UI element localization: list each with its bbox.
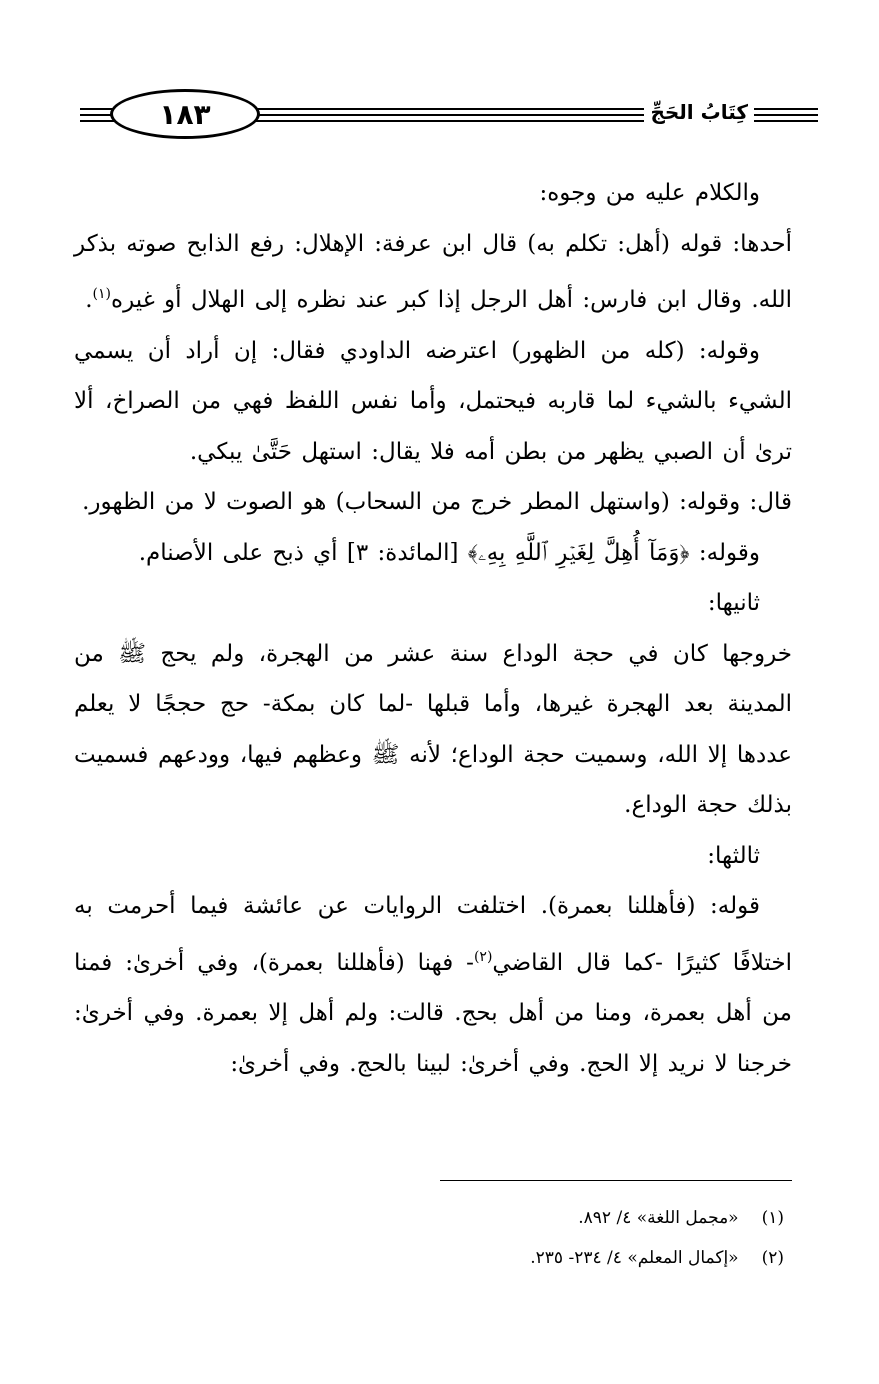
footnote-number: (١) [761, 1208, 784, 1228]
section-heading: ثالثها: [707, 842, 760, 869]
paragraph: أحدها: قوله (أهل: تكلم به) قال ابن عرفة: الإهلال: رفع الذابح صوته بذكر الله. وقال ابن فارس: أهل الرجل إذا كبر عند نظره إلى الهلال أو غيره$^{(١)}$. [74, 230, 792, 313]
paragraph-text: أحدها: قوله (أهل: تكلم به) قال ابن عرفة: الإهلال: رفع الذابح صوته بذكر الله. وقال ابن فارس: أهل الرجل إذا كبر عند نظره إلى الهلال أو غيره [74, 230, 792, 313]
footnote-marker: (٢) [473, 948, 493, 965]
paragraph: خروجها كان في حجة الوداع سنة عشر من الهجرة، ولم يحج ﷺ من المدينة بعد الهجرة غيرها، وأما قبلها -لما كان بمكة- حج حججًا لا يعلم عددها إلا الله، وسميت حجة الوداع؛ لأنه ﷺ وعظهم فيها، وودعهم فسميت بذلك حجة الوداع. [74, 640, 792, 818]
main-text [74, 168, 792, 1089]
paragraph: وقوله: ﴿وَمَآ أُهِلَّ لِغَيۡرِ ٱللَّهِ بِهِۦ﴾ [المائدة: ٣] أي ذبح على الأصنام. [138, 539, 760, 566]
footnote [74, 1198, 784, 1238]
paragraph-text: - فهنا (فأهللنا بعمرة)، وفي أخرىٰ: فمنا من أهل بعمرة، ومنا من أهل بحج. قالت: ولم أهل إلا بعمرة. وفي أخرىٰ: خرجنا لا نريد إلا الحج. وفي أخرىٰ: لبينا بالحج. وفي أخرىٰ: [74, 949, 792, 1077]
page-header [80, 88, 818, 148]
footnote-text: «مجمل اللغة» ٤/ ٨٩٢. [578, 1208, 739, 1228]
paragraph: والكلام عليه من وجوه: [539, 180, 760, 206]
footnote-text: «إكمال المعلم» ٤/ ٢٣٤- ٢٣٥. [530, 1248, 739, 1268]
footnote-number: (٢) [761, 1248, 784, 1268]
paragraph [74, 881, 792, 1089]
footnote [74, 1238, 784, 1278]
section-heading: ثانيها: [707, 590, 760, 616]
paragraph: وقوله: (كله من الظهور) اعترضه الداودي فقال: إن أراد أن يسمي الشيء بالشيء لما قاربه فيحتمل، وأما نفس اللفظ فهي من الصراخ، ألا ترىٰ أن الصبي يظهر من بطن أمه فلا يقال: استهل حَتَّىٰ يبكي. [74, 337, 792, 465]
paragraph: قال: وقوله: (واستهل المطر خرج من السحاب) هو الصوت لا من الظهور. [82, 489, 792, 515]
paragraph-text: قوله: (فأهللنا بعمرة). اختلفت الروايات عن عائشة فيما أحرمت به اختلافًا كثيرًا -كما قال القاضي [74, 893, 792, 976]
page-number: ١٨٣ [159, 97, 211, 131]
footnotes [74, 1198, 784, 1278]
page-number-oval [110, 89, 260, 139]
footnote-separator [440, 1180, 792, 1181]
footnote-marker: (١) [92, 286, 112, 302]
running-title: كِتَابُ الحَجِّ [644, 100, 754, 124]
